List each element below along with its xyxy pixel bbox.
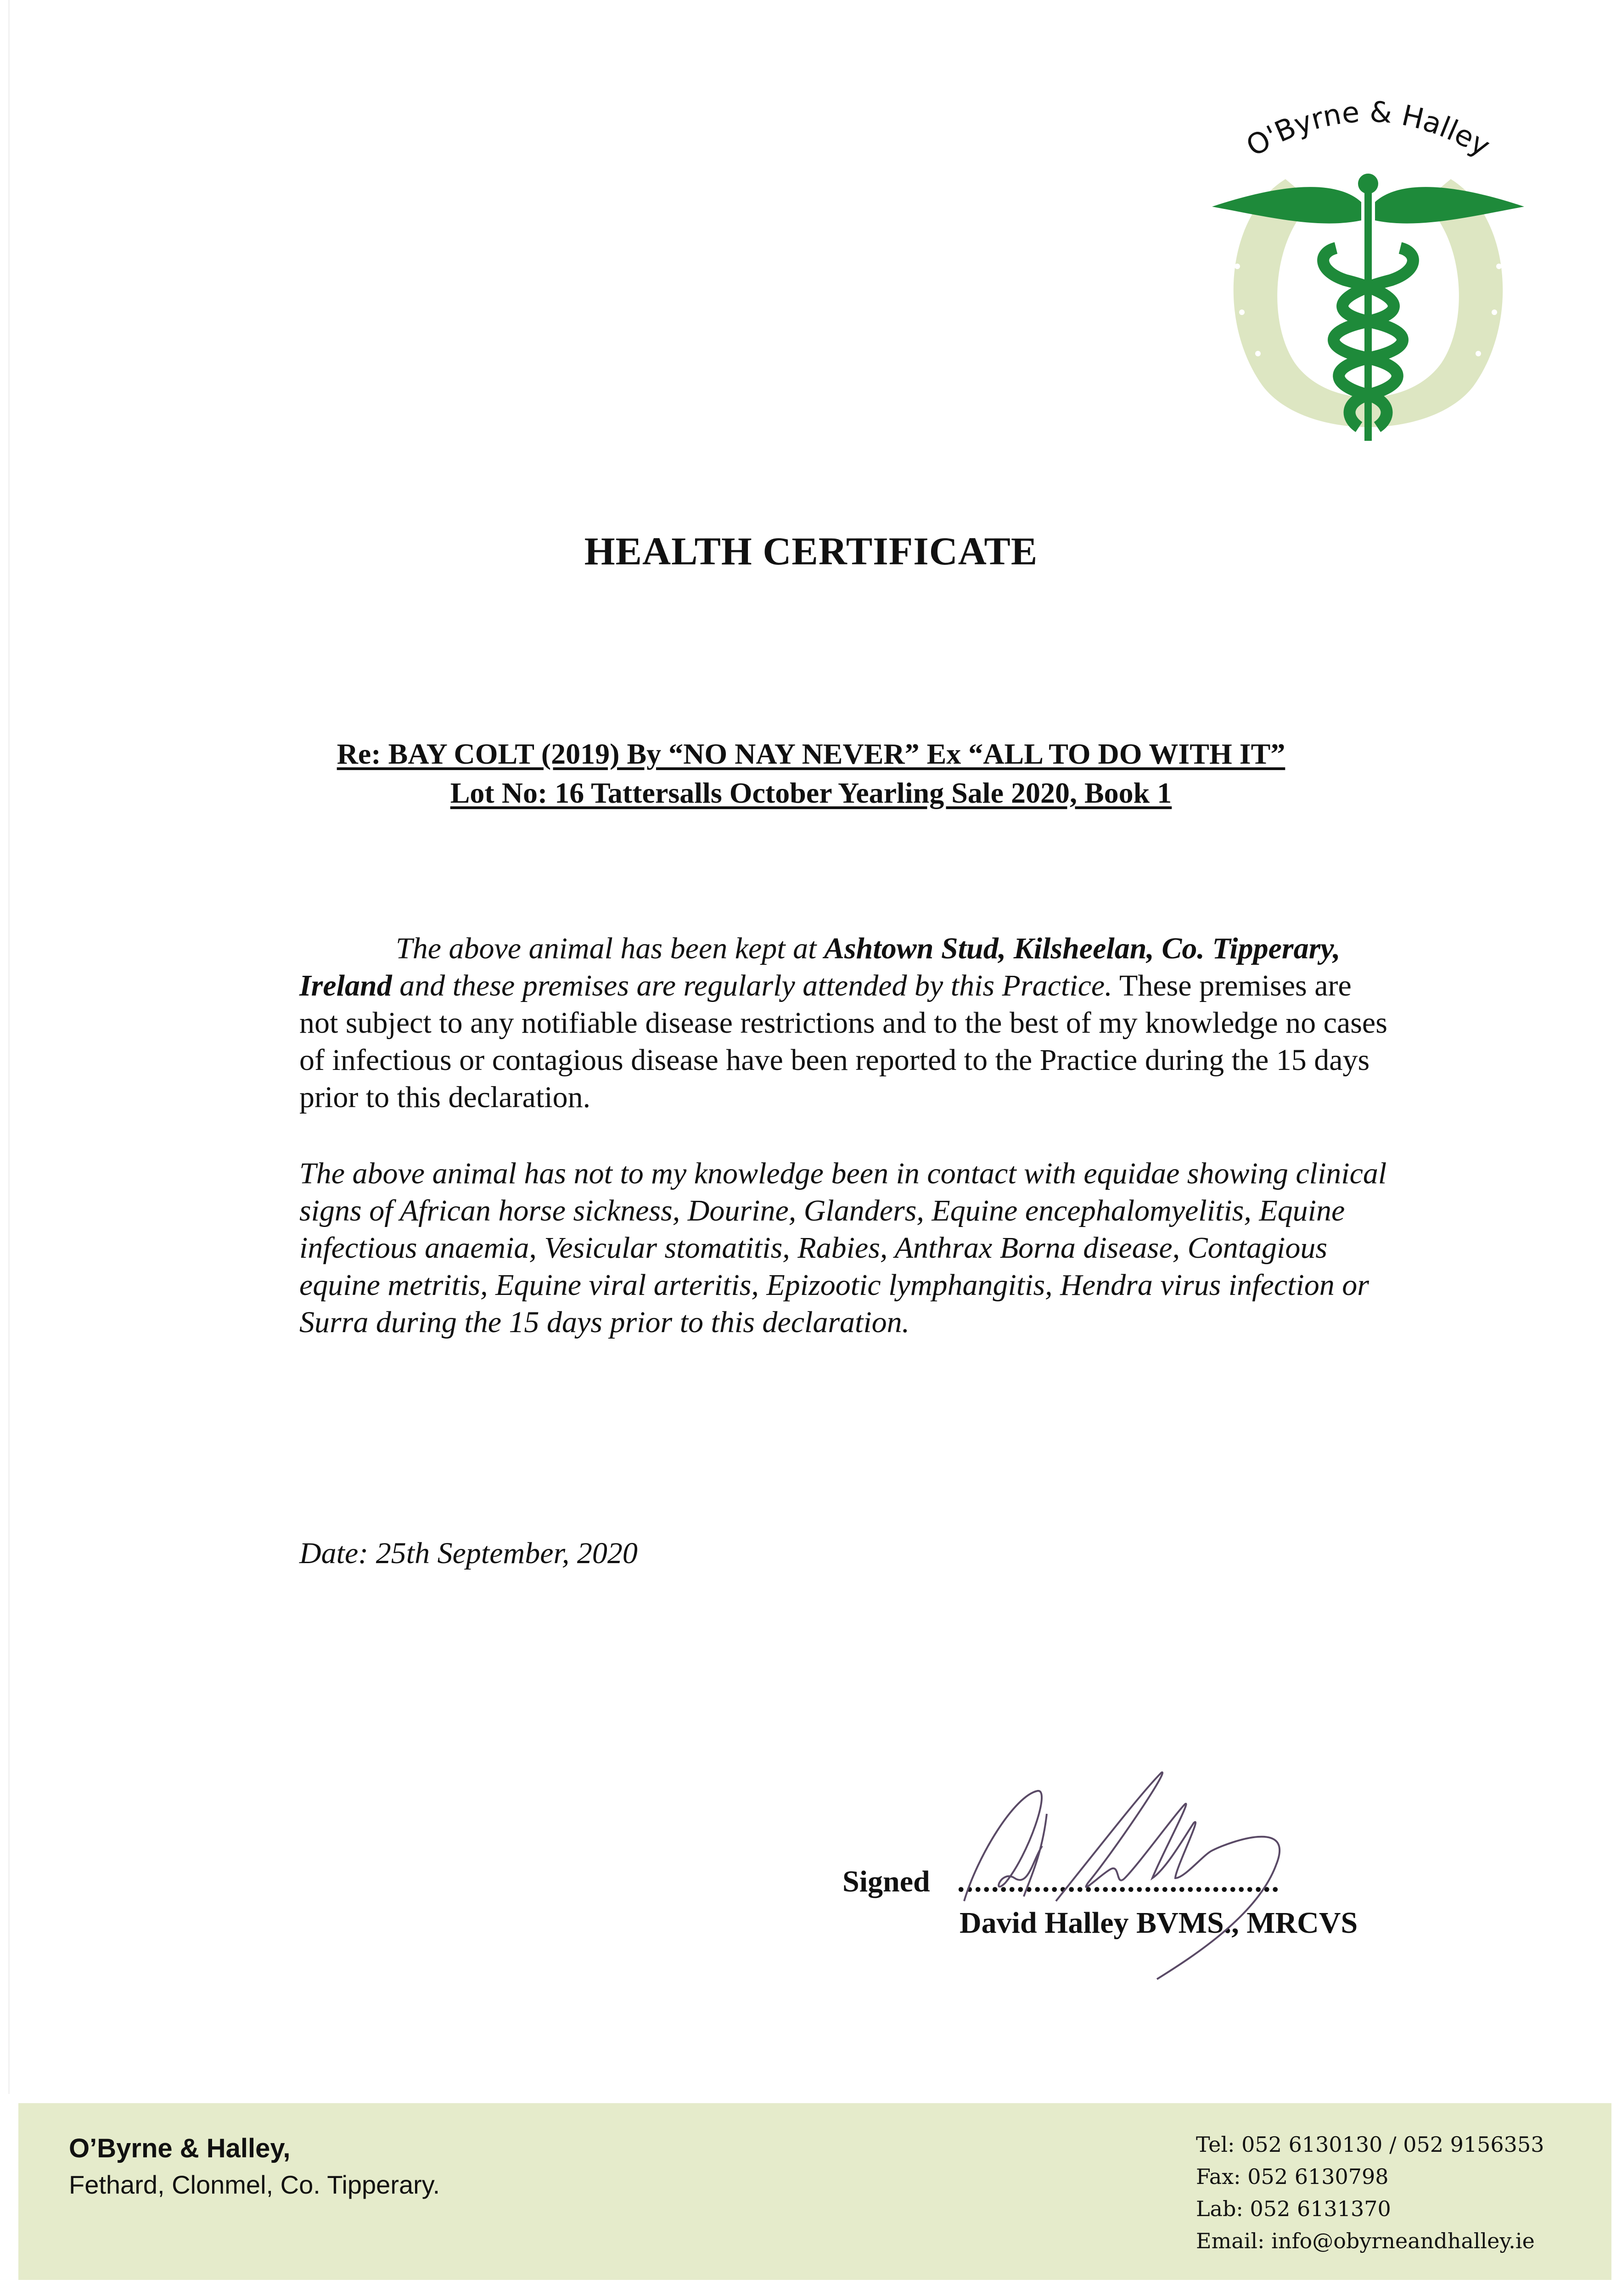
paragraph-premises (299, 930, 1392, 1116)
paragraph-disease-contact: The above animal has not to my knowledge been in contact with equidae showing clinical signs of African horse sickness, Dourine, Glanders, Equine encephalomyelitis, Equine infectious anaemia, Vesicular stomatitis, Rabies, Anthrax Borna disease, Contagious equine metritis, Equine viral arteritis, Epizootic lymphangitis, Hendra virus infection or Surra during the 15 days prior to this declaration. (299, 1157, 1387, 1339)
handwritten-signature (937, 1763, 1313, 1984)
footer-address: Fethard, Clonmel, Co. Tipperary. (69, 2170, 440, 2199)
scan-edge (8, 0, 10, 2094)
svg-text:O'Byrne & Halley: O'Byrne & Halley (1240, 95, 1496, 163)
reference-line-lot: Lot No: 16 Tattersalls October Yearling Sale 2020, Book 1 (450, 777, 1172, 809)
caduceus-horseshoe-logo (1207, 64, 1529, 455)
footer-contact (1196, 2128, 1544, 2257)
paragraph-after-place: and these premises are regularly attended by this Practice. (392, 969, 1112, 1002)
signer-name: David Halley BVMS., MRCVS (960, 1906, 1358, 1940)
footer-practice-name: O’Byrne & Halley, (69, 2133, 291, 2163)
signed-label: Signed (842, 1865, 930, 1898)
footer-fax: Fax: 052 6130798 (1196, 2164, 1389, 2189)
footer-lab: Lab: 052 6131370 (1196, 2196, 1391, 2221)
premises-name: Ashtown Stud, Kilsheelan, Co. Tipperary, Ireland (299, 932, 1341, 1002)
signature-line: ...................................... (957, 1865, 1280, 1898)
declaration-date: Date: 25th September, 2020 (299, 1536, 638, 1570)
paragraph-rest: These premises are not subject to any notifiable disease restrictions and to the best of my knowledge no cases of infectious or contagious disease have been reported to the Practice during the 15 days prior to this declaration. (299, 969, 1387, 1114)
paragraph-intro: The above animal has been kept at (396, 932, 824, 965)
footer-email: Email: info@obyrneandhalley.ie (1196, 2228, 1535, 2253)
letterhead-footer (18, 2103, 1611, 2280)
reference-line-horse: Re: BAY COLT (2019) By “NO NAY NEVER” Ex “ALL TO DO WITH IT” (337, 737, 1285, 770)
footer-tel: Tel: 052 6130130 / 052 9156353 (1196, 2132, 1544, 2157)
page-title: HEALTH CERTIFICATE (584, 529, 1038, 573)
